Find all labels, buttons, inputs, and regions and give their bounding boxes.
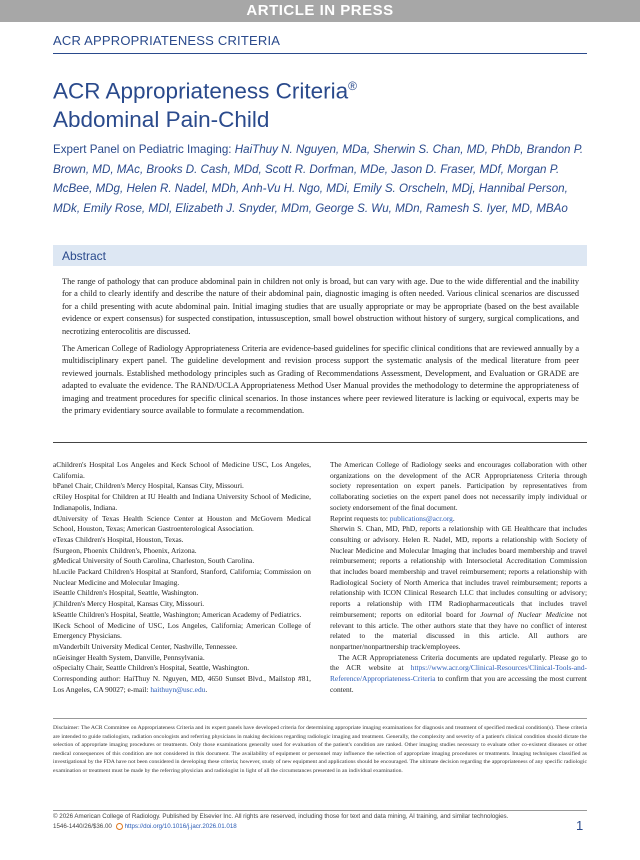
corresponding-author [53,674,311,695]
disclosures-text: Sherwin S. Chan, MD, PhD, reports a relationship with GE Healthcare that includes consulting or advisory. Helen R. Nadel, MD, reports a relationship with Society of Nuclear Medicine and Molecular Imaging that includes board membership and travel reimbursement; reports a relationship with Intersocietal Accreditation Commission that includes board membership and travel reimbursement; reports a relationship with Radiological Society of North America that includes travel reimbursement; reports a relationship with ICON Clinical Research LLC that includes consulting or advisory; reports a relationship with ITM Radiopharmaceuticals that includes travel reimbursement; reports on editorial board for [330,524,587,619]
disclosures [330,524,587,652]
disclaimer: Disclaimer: The ACR Committee on Appropriateness Criteria and its expert panels have developed criteria for determining appropriate imaging examinations for diagnosis and treatment of specified medical condition(s). These criteria are intended to guide radiologists, radiation oncologists and referring physicians in making decisions regarding radiologic imaging and treatment. Generally, the complexity and severity of a patient's clinical condition should dictate the selection of appropriate imaging procedures or treatments. Only those examinations generally used for evaluation of the patient's condition are ranked. Other imaging studies necessary to evaluate other co-existent diseases or other medical consequences of this condition are not considered in this document. The availability of equipment or personnel may influence the selection of appropriate imaging procedures or treatments. Imaging techniques classified as investigational by the FDA have not been considered in developing these criteria; however, study of new equipment and applications should be encouraged. The ultimate decision regarding the appropriateness of any specific radiologic examination or treatment must be made by the referring physician and radiologist in light of all the circumstances presented in an individual examination. [53,725,587,774]
affiliation: gMedical University of South Carolina, Charleston, South Carolina. [53,556,255,566]
author-list [53,140,593,218]
affiliation: kSeattle Children's Hospital, Seattle, Washington; American Academy of Pediatrics. [53,609,302,619]
article-in-press-banner [0,0,640,22]
affiliation: mVanderbilt University Medical Center, Nashville, Tennessee. [53,641,238,651]
page-number: 1 [576,818,584,833]
reprint-end: . [452,513,455,523]
reprint-email-link[interactable]: publications@acr.org [389,513,453,523]
acr-collaboration-note: The American College of Radiology seeks and encourages collaboration with other organizations on the development of the ACR Appropriateness Criteria through society representation on expert panels. Participation by representatives from collaborating societies on the expert panel does not necessarily imply individual or society endorsement of the final document. [330,460,587,512]
header-rule [53,53,587,54]
affiliations-column [53,460,311,695]
disclaimer-divider [53,718,587,719]
banner-text: ARTICLE IN PRESS [246,2,394,19]
doi-link[interactable]: https://doi.org/10.1016/j.jacr.2026.01.018 [124,823,237,831]
update-prefix: The ACR Appropriateness Criteria documents are updated regularly. Please go to the ACR website at [330,652,587,673]
disclosures-end: not relevant to this article. The other authors state that they have no conflict of interest related to the material discussed in this article. All authors are nonpartner/nonpartnership track/employees. [330,609,588,651]
title-line-2: Abdominal Pain-Child [53,106,270,132]
affiliation: oSpecialty Chair, Seattle Children's Hospital, Seattle, Washington. [53,663,250,673]
section-label: ACR APPROPRIATENESS CRITERIA [53,33,281,48]
issn-doi-line [53,823,237,830]
title-line-1: ACR Appropriateness Criteria [53,78,349,104]
abstract-paragraph: The American College of Radiology Appropriateness Criteria are evidence-based guidelines for specific clinical conditions that are reviewed annually by a multidisciplinary expert panel. The guideline development and revision process support the systematic analysis of the medical literature from peer reviewed journals. Established methodology principles such as Grading of Recommendations Assessment, Development, and Evaluation or GRADE are adapted to evaluate the evidence. The RAND/UCLA Appropriateness Method User Manual provides the methodology to determine the appropriateness of imaging and treatment procedures for specific clinical scenarios. In those instances where peer reviewed literature is lacking or equivocal, experts may be the primary evidentiary source available to formulate a recommendation. [62,344,579,416]
notes-column [330,460,587,695]
affiliation: eTexas Children's Hospital, Houston, Texas. [53,534,184,544]
affiliation: hLucile Packard Children's Hospital at Stanford, Stanford, California; Commission on Nuclear Medicine and Molecular Imaging. [53,567,311,587]
corresponding-end: . [205,684,208,694]
footer-divider [53,810,587,811]
affiliation: cRiley Hospital for Children at IU Health and Indiana University School of Medicine, Indianapolis, Indiana. [53,492,311,512]
abstract-paragraph: The range of pathology that can produce abdominal pain in children not only is broad, but can vary with age. Due to the wide differential and the inability for a child to clearly identify and describe the nature of their abdominal pain, diagnostic imaging is often needed. Various clinical scenarios are discussed for a child presenting with acute abdominal pain. Initial imaging studies that are usually appropriate or may be appropriate (based on the best available evidence or expert consensus) for suspected constipation, intussusception, small bowel obstruction without history of surgery, surgical complications, and necrotizing enterocolitis are discussed. [62,277,579,336]
affiliation: jChildren's Mercy Hospital, Kansas City, Missouri. [53,599,205,609]
doi-icon [116,823,123,830]
corresponding-email-link[interactable]: haithuyn@usc.edu [150,684,206,694]
affiliation: iSeattle Children's Hospital, Seattle, Washington. [53,588,199,598]
affiliation: aChildren's Hospital Los Angeles and Keck School of Medicine USC, Los Angeles, California. [53,460,311,480]
affiliation: bPanel Chair, Children's Mercy Hospital, Kansas City, Missouri. [53,481,244,491]
corresponding-text: Corresponding author: HaiThuy N. Nguyen, MD, 4650 Sunset Blvd., Mailstop #81, Los Angeles, CA 90027; e-mail: [53,674,311,694]
journal-name: Journal of Nuclear Medicine [480,609,574,619]
article-title [53,72,593,134]
affiliation: dUniversity of Texas Health Science Center at Houston and McGovern Medical School, Houston, Texas; American Gastroenterological Association. [53,513,311,534]
author-names: HaiThuy N. Nguyen, MDa, Sherwin S. Chan, MD, PhDb, Brandon P. Brown, MD, MAc, Brooks D. Cash, MDd, Scott R. Dorfman, MDe, Jason D. Fraser, MDf, Morgan P. McBee, MDg, Helen R. Nadel, MDh, Anh-Vu H. Ngo, MDi, Emily S. Orscheln, MDj, Hannibal Person, MDk, Emily Rose, MDl, Elizabeth J. Snyder, MDm, George S. Wu, MDn, Ramesh S. Iyer, MD, MBAo [53,143,584,215]
reprint-prefix: Reprint requests to: [330,513,390,523]
abstract-header-bar [53,245,587,266]
affiliation: fSurgeon, Phoenix Children's, Phoenix, Arizona. [53,545,197,555]
update-end: to confirm that you are accessing the most current content. [330,674,587,694]
reprint-requests [330,514,587,525]
section-divider [53,442,587,443]
update-note [330,653,587,696]
abstract-body [62,276,579,422]
issn-price: 1546-1440/26/$36.00 [53,823,112,831]
acr-criteria-link[interactable]: https://www.acr.org/Clinical-Resources/Clinical-Tools-and-Reference/Appropriateness-Criteria [330,663,587,684]
author-panel-prefix: Expert Panel on Pediatric Imaging: [53,143,235,156]
copyright-notice: © 2026 American College of Radiology. Published by Elsevier Inc. All rights are reserved, including those for text and data mining, AI training, and similar technologies. [53,813,509,820]
registered-mark: ® [348,79,357,93]
abstract-heading: Abstract [62,249,107,263]
affiliation: nGeisinger Health System, Danville, Pennsylvania. [53,652,205,662]
affiliation: lKeck School of Medicine of USC, Los Angeles, California; American College of Emergency Physicians. [53,620,311,641]
